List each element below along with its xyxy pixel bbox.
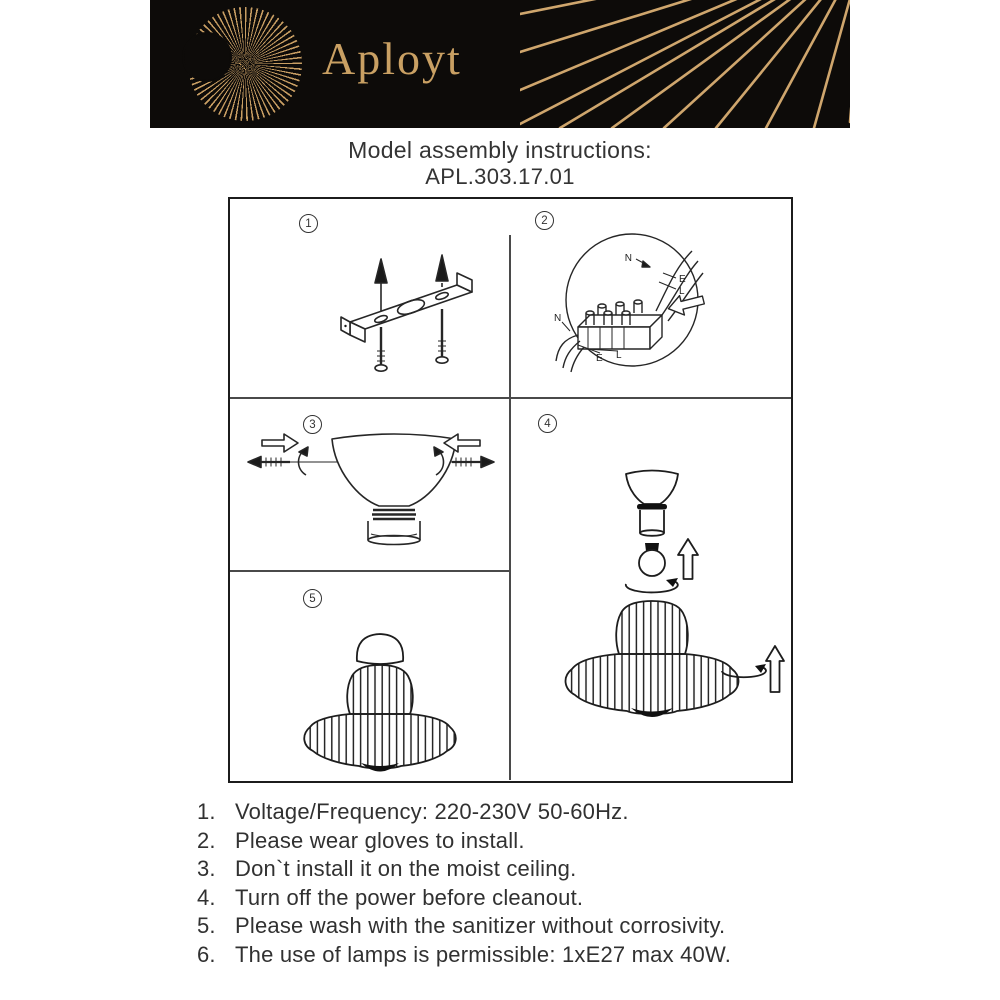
instruction-item	[197, 798, 877, 827]
sheet-title: Model assembly instructions:	[348, 137, 652, 163]
panel-divider-vertical	[509, 235, 511, 780]
step-5-diagram-finished-lamp	[285, 617, 485, 782]
panel-divider-horizontal-top	[230, 397, 791, 399]
instruction-text: Please wash with the sanitizer without corrosivity.	[235, 913, 726, 939]
instruction-text: Please wear gloves to install.	[235, 827, 525, 853]
up-arrow-icon	[436, 255, 448, 281]
threaded-ring	[372, 510, 416, 519]
canopy-bowl	[626, 471, 678, 505]
instruction-number: 1.	[197, 799, 216, 824]
instruction-item	[197, 912, 877, 941]
instruction-number: 6.	[197, 941, 216, 967]
instruction-number: 2.	[197, 827, 216, 853]
instruction-number: 3.	[197, 856, 216, 882]
instruction-item	[197, 884, 877, 913]
svg-text:E: E	[596, 353, 603, 364]
svg-text:N: N	[554, 313, 562, 324]
left-arrow-icon	[666, 290, 706, 318]
svg-text:L: L	[679, 286, 685, 297]
shade-bottom-tier	[304, 714, 455, 768]
svg-text:E: E	[679, 274, 686, 285]
canopy-bowl	[357, 634, 403, 664]
assembly-diagram-panel	[228, 197, 793, 783]
instructions-list	[197, 798, 877, 970]
shade-bottom-tier	[566, 654, 739, 714]
instruction-text: The use of lamps is permissible: 1xE27 max 40W.	[235, 941, 732, 967]
wire	[571, 347, 584, 372]
step-3-diagram-canopy	[240, 427, 502, 547]
terminal-block-icon	[578, 300, 662, 349]
step-1-diagram-bracket	[325, 239, 505, 389]
screw-icon	[481, 457, 494, 468]
step-4-badge: 4	[538, 414, 557, 433]
step-2-badge: 2	[535, 211, 554, 230]
brand-name: Aployt	[322, 33, 462, 84]
up-arrow-icon	[766, 646, 784, 692]
threaded-ring	[637, 504, 667, 510]
svg-text:N: N	[624, 253, 632, 264]
brand-banner	[150, 0, 850, 128]
instruction-text: Voltage/Frequency: 220-230V 50-60Hz.	[235, 799, 629, 824]
svg-text:L: L	[616, 350, 622, 361]
instruction-text: Don`t install it on the moist ceiling.	[235, 856, 577, 882]
instruction-number: 5.	[197, 913, 216, 939]
canopy-bowl	[332, 434, 456, 506]
shade-top-tier	[347, 665, 413, 714]
step-3-badge: 3	[303, 415, 322, 434]
up-arrow-icon	[678, 539, 698, 579]
step-4-diagram-assembly	[532, 452, 794, 724]
instruction-item	[197, 827, 877, 856]
screw-icon	[248, 457, 261, 468]
instruction-item	[197, 855, 877, 884]
instruction-text: Turn off the power before cleanout.	[235, 884, 584, 910]
step-1-badge: 1	[299, 214, 318, 233]
sunburst-logo-center	[184, 34, 230, 80]
panel-divider-horizontal-bottom	[230, 570, 510, 572]
step-5-badge: 5	[303, 589, 322, 608]
model-number: APL.303.17.01	[425, 164, 575, 189]
instruction-number: 4.	[197, 884, 216, 910]
instruction-item	[197, 941, 877, 970]
right-arrow-icon	[262, 434, 298, 452]
decorative-rays-icon	[520, 0, 850, 128]
bulb-icon	[639, 550, 665, 576]
shade-top-tier	[616, 601, 688, 654]
step-2-diagram-wiring	[532, 225, 722, 385]
